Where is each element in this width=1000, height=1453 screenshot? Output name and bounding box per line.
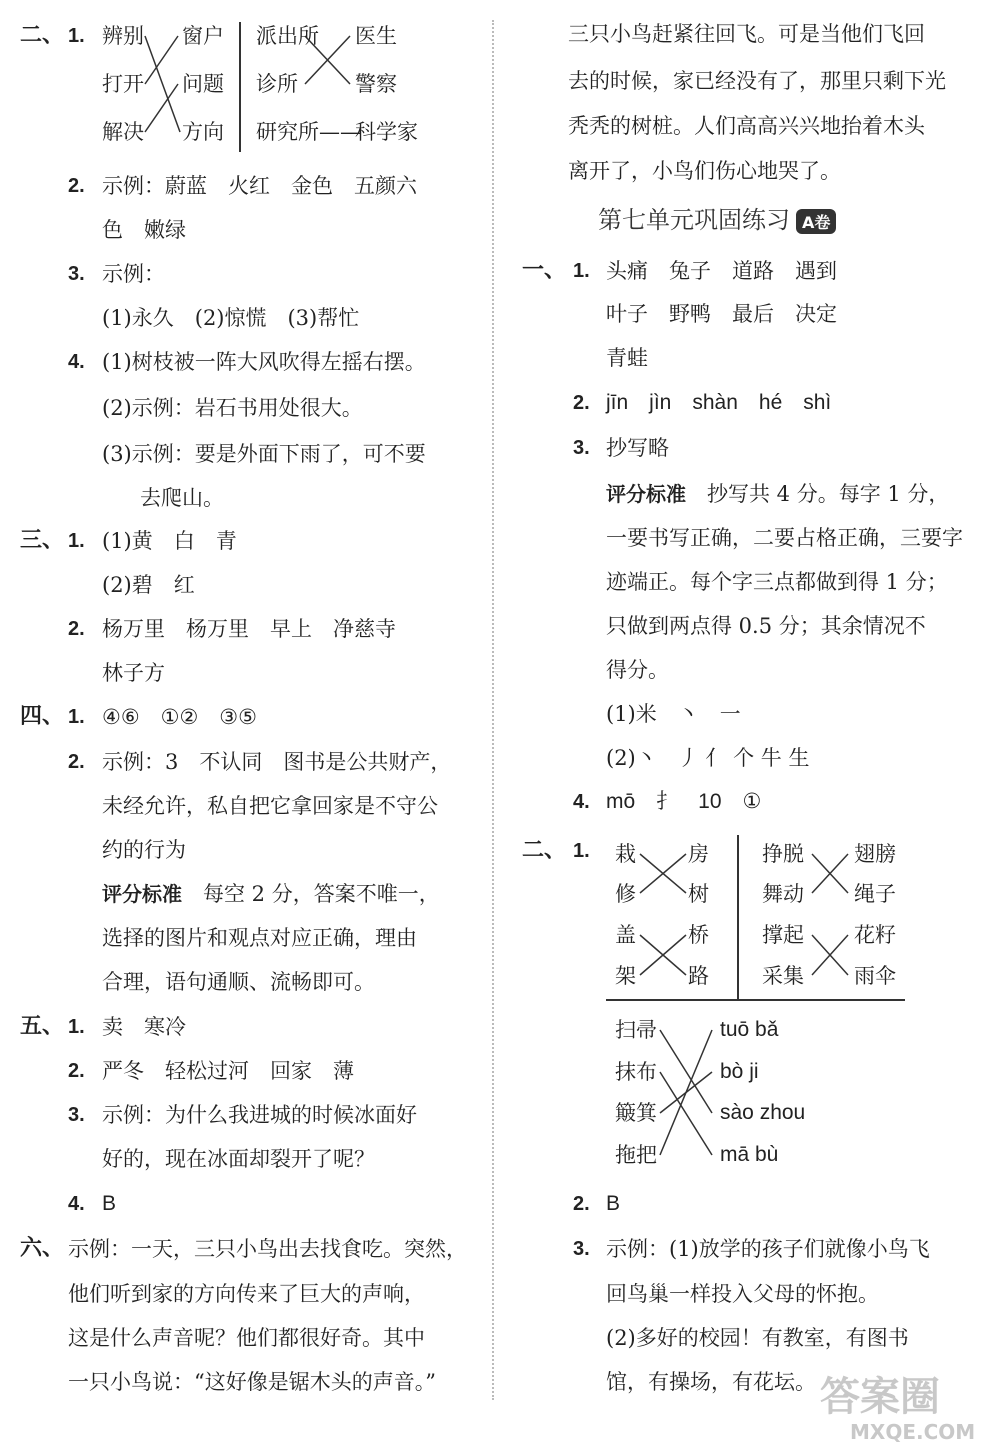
match-word: 拖把	[615, 1143, 657, 1167]
question-number: 3.	[68, 263, 85, 285]
match-word: 雨伞	[854, 964, 896, 988]
answer-line: 示例：蔚蓝 火红 金色 五颜六	[102, 174, 417, 198]
answer-line: 示例：3 不认同 图书是公共财产，	[102, 750, 452, 774]
match-pinyin: tuō bǎ	[720, 1018, 779, 1041]
question-number: 2.	[68, 618, 85, 640]
match-line-14	[660, 1030, 712, 1113]
question-number: 3.	[573, 1238, 590, 1260]
match-word: 抹布	[615, 1060, 657, 1084]
answer-line: (2)多好的校园！有教室，有图书	[606, 1326, 909, 1350]
answer-line: 离开了，小鸟们伤心地哭了。	[568, 159, 841, 183]
answer-line: 头痛 兔子 道路 遇到	[606, 259, 837, 283]
answer-line: (1)树枝被一阵大风吹得左摇右摆。	[102, 350, 426, 374]
match-word: 打开	[102, 72, 144, 96]
question-number: 1.	[68, 1016, 85, 1038]
match-dash: ——	[319, 120, 361, 144]
answer-line: 卖 寒冷	[102, 1015, 186, 1039]
match-word: 路	[688, 964, 709, 988]
question-number: 2.	[68, 175, 85, 197]
scoring-label: 评分标准	[606, 482, 686, 506]
answer-line: 三只小鸟赶紧往回飞。可是当他们飞回	[568, 22, 925, 46]
match-word: 房	[688, 842, 709, 866]
section-marker: 二、	[20, 23, 65, 48]
answer-line: (2)丶 丿 亻 个 牛 生	[606, 746, 810, 770]
match-word: 簸箕	[615, 1101, 657, 1125]
match-word: 舞动	[762, 882, 804, 906]
answer-line: 一要书写正确，二要占格正确，三要字	[606, 526, 963, 550]
match-word: 采集	[762, 964, 804, 988]
match-line-3	[145, 84, 178, 132]
answer-line: 去的时候，家已经没有了，那里只剩下光	[568, 69, 946, 93]
question-number: 2.	[68, 751, 85, 773]
question-number: 1.	[68, 25, 85, 47]
match-word: 警察	[355, 72, 397, 96]
answer-line: 选择的图片和观点对应正确，理由	[102, 926, 417, 950]
match-word: 修	[615, 882, 636, 906]
watermark-url: MXQE.COM	[850, 1420, 976, 1444]
answer-line: 色 嫩绿	[102, 218, 186, 242]
match-line-2	[145, 36, 178, 84]
answer-line: 示例：(1)放学的孩子们就像小鸟飞	[606, 1237, 930, 1261]
question-number: 1.	[68, 530, 85, 552]
match-word: 研究所	[256, 120, 319, 144]
answer-line: 约的行为	[102, 838, 186, 862]
match-pinyin: bò ji	[720, 1060, 759, 1083]
answer-line: (1)米 丶 一	[606, 702, 741, 726]
answer-line: 未经允许，私自把它拿回家是不守公	[102, 794, 438, 818]
answer-line: ④⑥ ①② ③⑤	[102, 705, 257, 729]
match-pinyin: mā bù	[720, 1143, 779, 1166]
scoring-text: 每空 2 分，答案不唯一，	[182, 882, 440, 906]
section-marker: 二、	[522, 838, 567, 863]
match-word: 派出所	[256, 24, 319, 48]
match-word: 诊所	[256, 72, 298, 96]
question-number: 2.	[573, 392, 590, 414]
unit-badge: A卷	[796, 209, 836, 234]
match-word: 扫帚	[615, 1018, 657, 1042]
match-line-1	[145, 36, 180, 132]
question-number: 3.	[573, 437, 590, 459]
answer-line: 杨万里 杨万里 早上 净慈寺	[102, 617, 396, 641]
scoring-label: 评分标准	[102, 882, 182, 906]
answer-line: (1)黄 白 青	[102, 529, 237, 553]
answer-line: 馆，有操场，有花坛。	[606, 1370, 816, 1394]
answer-line: 抄写略	[606, 436, 669, 460]
answer-line: 去爬山。	[140, 486, 224, 510]
question-number: 4.	[68, 351, 85, 373]
answer-line: 得分。	[606, 658, 669, 682]
answer-line: 示例：为什么我进城的时候冰面好	[102, 1103, 417, 1127]
match-word: 方向	[182, 120, 224, 144]
match-word: 辨别	[102, 24, 144, 48]
unit-title-text: 第七单元巩固练习	[598, 206, 790, 234]
match-word: 翅膀	[854, 842, 896, 866]
match-word: 科学家	[355, 120, 418, 144]
scoring-criteria	[606, 480, 949, 508]
match-line-17	[660, 1030, 712, 1155]
match-word: 盖	[615, 923, 636, 947]
answer-line: (3)示例：要是外面下雨了，可不要	[102, 442, 426, 466]
scoring-criteria	[102, 880, 440, 908]
match-word: 医生	[355, 24, 397, 48]
question-number: 2.	[68, 1060, 85, 1082]
answer-line: 这是什么声音呢？他们都很好奇。其中	[68, 1326, 425, 1350]
match-word: 撑起	[762, 923, 804, 947]
match-pinyin: sào zhou	[720, 1101, 806, 1124]
match-word: 解决	[102, 120, 144, 144]
answer-line: (2)示例：岩石书用处很大。	[102, 396, 363, 420]
answer-line: B	[102, 1192, 117, 1215]
section-marker: 六、	[20, 1236, 65, 1261]
match-word: 栽	[615, 842, 636, 866]
answer-line: 一只小鸟说：“这好像是锯木头的声音。”	[68, 1370, 436, 1394]
answer-line: (1)永久 (2)惊慌 (3)帮忙	[102, 306, 360, 330]
answer-line: 迹端正。每个字三点都做到得 1 分；	[606, 570, 948, 594]
section-marker: 一、	[522, 258, 567, 283]
scoring-text: 抄写共 4 分。每字 1 分，	[686, 482, 950, 506]
match-word: 挣脱	[762, 842, 804, 866]
match-word: 窗户	[182, 24, 224, 48]
section-marker: 五、	[20, 1014, 65, 1039]
answer-line: mō 扌 10 ①	[606, 790, 762, 813]
answer-line: 叶子 野鸭 最后 决定	[606, 302, 837, 326]
answer-line: 好的，现在冰面却裂开了呢？	[102, 1147, 375, 1171]
answer-line: 秃秃的树桩。人们高高兴兴地抬着木头	[568, 114, 925, 138]
match-word: 花籽	[854, 923, 896, 947]
answer-line: 示例：	[102, 262, 165, 286]
answer-line: B	[606, 1192, 621, 1215]
question-number: 1.	[68, 706, 85, 728]
answer-line: 回鸟巢一样投入父母的怀抱。	[606, 1282, 879, 1306]
question-number: 1.	[573, 840, 590, 862]
question-number: 4.	[68, 1193, 85, 1215]
match-word: 架	[615, 964, 636, 988]
answer-line: 他们听到家的方向传来了巨大的声响，	[68, 1282, 425, 1306]
question-number: 2.	[573, 1193, 590, 1215]
section-marker: 三、	[20, 528, 65, 553]
answer-line: 示例：一天，三只小鸟出去找食吃。突然，	[68, 1237, 467, 1261]
answer-line: 只做到两点得 0.5 分；其余情况不	[606, 614, 926, 638]
answer-line: 严冬 轻松过河 回家 薄	[102, 1059, 354, 1083]
unit-title	[598, 200, 836, 235]
section-marker: 四、	[20, 704, 65, 729]
answer-line: 林子方	[102, 661, 165, 685]
watermark-logo: 答案圈	[820, 1374, 940, 1420]
pinyin-line: jīn jìn shàn hé shì	[606, 391, 832, 414]
answer-line: 合理，语句通顺、流畅即可。	[102, 970, 375, 994]
match-word: 桥	[688, 923, 709, 947]
question-number: 1.	[573, 260, 590, 282]
question-number: 4.	[573, 791, 590, 813]
answer-line: 青蛙	[606, 346, 648, 370]
match-line-15	[660, 1072, 712, 1155]
match-word: 问题	[182, 72, 224, 96]
match-word: 绳子	[854, 882, 896, 906]
answer-line: (2)碧 红	[102, 573, 195, 597]
question-number: 3.	[68, 1104, 85, 1126]
match-word: 树	[688, 882, 709, 906]
